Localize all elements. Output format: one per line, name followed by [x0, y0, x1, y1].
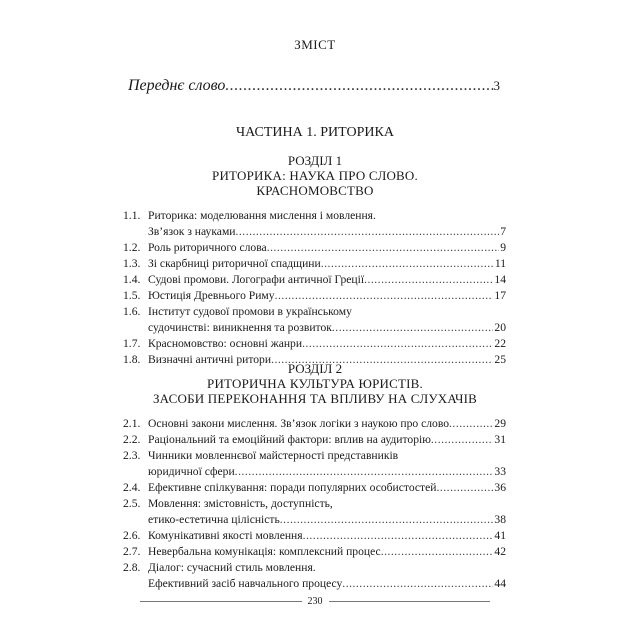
entry-title: Діалог: сучасний стиль мовлення. [148, 561, 316, 574]
entry-page: 25 [494, 353, 506, 366]
entry-title: Визначні античні ритори [148, 353, 272, 366]
entry-number: 1.1. [123, 209, 141, 222]
entry-page: 29 [494, 417, 506, 430]
entry-title: Зі скарбниці риторичної спадщини [148, 257, 321, 270]
leader-dots [332, 320, 494, 336]
entry-title: Мовлення: змістовність, доступність, [148, 497, 333, 510]
toc-entry-2-4 [123, 480, 506, 496]
leader-dots [431, 432, 494, 448]
entry-number: 1.7. [123, 337, 141, 350]
section-1-toc [123, 208, 506, 368]
leader-dots [236, 224, 500, 240]
section-2-heading [0, 361, 630, 406]
toc-entry-1-6-cont [123, 320, 506, 336]
foreword-label: Переднє слово [128, 77, 226, 94]
entry-page: 9 [500, 241, 506, 254]
leader-dots [342, 576, 493, 592]
entry-number: 2.8. [123, 561, 141, 574]
entry-title-cont: Ефективний засіб навчального процесу [148, 577, 343, 590]
entry-number: 2.3. [123, 449, 141, 462]
footer-rule-left [140, 601, 302, 602]
leader-dots [381, 544, 494, 560]
toc-entry-2-8-cont [123, 576, 506, 592]
toc-entry-2-7 [123, 544, 506, 560]
leader-dots [267, 240, 500, 256]
section-2-title-line-1: РИТОРИЧНА КУЛЬТУРА ЮРИСТІВ. [207, 376, 423, 391]
entry-title: Роль риторичного слова [148, 241, 267, 254]
section-1-heading [0, 153, 630, 198]
toc-entry-2-3 [123, 448, 506, 464]
section-2-toc [123, 416, 506, 592]
entry-number: 1.3. [123, 257, 141, 270]
entry-number: 2.2. [123, 433, 141, 446]
entry-number: 2.7. [123, 545, 141, 558]
toc-entry-2-8 [123, 560, 506, 576]
leader-dots [364, 272, 493, 288]
leader-dots [436, 480, 493, 496]
section-1-title-line-1: РИТОРИКА: НАУКА ПРО СЛОВО. [212, 168, 418, 183]
leader-dots [275, 288, 494, 304]
entry-page: 44 [494, 577, 506, 590]
entry-title: Риторика: моделювання мислення і мовлення. [148, 209, 376, 222]
section-2-title-line-2: ЗАСОБИ ПЕРЕКОНАННЯ ТА ВПЛИВУ НА СЛУХАЧІВ [152, 391, 478, 406]
entry-page: 11 [494, 257, 506, 270]
toc-entry-1-7 [123, 336, 506, 352]
toc-entry-1-1 [123, 208, 506, 224]
entry-page: 33 [494, 465, 506, 478]
entry-title: Судові промови. Логографи античної Греції [148, 273, 365, 286]
entry-number: 2.4. [123, 481, 141, 494]
leader-dots [280, 512, 494, 528]
entry-number: 1.6. [123, 305, 141, 318]
toc-entry-2-2 [123, 432, 506, 448]
section-1-title-line-2: КРАСНОМОВСТВО [256, 183, 374, 198]
entry-title: Ефективне спілкування: поради популярних особистостей [148, 481, 437, 494]
leader-dots [449, 416, 493, 432]
entry-page: 22 [494, 337, 506, 350]
entry-number: 2.6. [123, 529, 141, 542]
foreword-page: 3 [493, 78, 500, 93]
entry-page: 17 [494, 289, 506, 302]
section-1-label: РОЗДІЛ 1 [287, 153, 343, 168]
entry-page: 20 [494, 321, 506, 334]
entry-title: Комунікативні якості мовлення [148, 529, 303, 542]
toc-entry-2-1 [123, 416, 506, 432]
page-footer [140, 594, 490, 608]
footer-page-number: 230 [307, 595, 323, 607]
toc-entry-2-3-cont [123, 464, 506, 480]
part-title: ЧАСТИНА 1. РИТОРИКА [236, 125, 394, 140]
toc-entry-2-6 [123, 528, 506, 544]
leader-dots [302, 336, 493, 352]
entry-number: 2.1. [123, 417, 141, 430]
entry-page: 36 [494, 481, 506, 494]
entry-number: 2.5. [123, 497, 141, 510]
entry-page: 41 [494, 529, 506, 542]
entry-title: Чинники мовленнєвої майстерності представників [148, 449, 399, 462]
entry-number: 1.4. [123, 273, 141, 286]
leader-dots [235, 464, 494, 480]
toc-entry-1-1-cont [123, 224, 506, 240]
entry-number: 1.8. [123, 353, 141, 366]
toc-entry-2-5-cont [123, 512, 506, 528]
entry-page: 7 [500, 225, 506, 238]
entry-number: 1.5. [123, 289, 141, 302]
entry-page: 42 [494, 545, 506, 558]
entry-title: Раціональний та емоційний фактори: вплив на аудиторію [148, 433, 431, 446]
entry-title: Красномовство: основні жанри [148, 337, 303, 350]
section-2-label: РОЗДІЛ 2 [287, 361, 343, 376]
leader-dots [303, 528, 494, 544]
toc-entry-1-5 [123, 288, 506, 304]
leader-dots [225, 77, 493, 95]
page-title: ЗМІСТ [294, 37, 336, 52]
toc-entry-1-4 [123, 272, 506, 288]
leader-dots [321, 256, 494, 272]
toc-entry-1-6 [123, 304, 506, 320]
toc-entry-1-2 [123, 240, 506, 256]
entry-number: 1.2. [123, 241, 141, 254]
footer-rule-right [329, 601, 491, 602]
entry-title-cont: судочинстві: виникнення та розвиток [148, 321, 332, 334]
entry-title-cont: етико-естетична цілісність [148, 513, 280, 526]
entry-title: Невербальна комунікація: комплексний процес [148, 545, 381, 558]
entry-title: Основні закони мислення. Зв’язок логіки з наукою про слово [148, 417, 450, 430]
entry-page: 14 [494, 273, 506, 286]
entry-page: 31 [494, 433, 506, 446]
toc-entry-2-5 [123, 496, 506, 512]
entry-title-cont: Зв’язок з науками [148, 225, 236, 238]
entry-title-cont: юридичної сфери [148, 465, 235, 478]
foreword-entry [128, 77, 500, 95]
entry-title: Інститут судової промови в українському [148, 305, 352, 318]
toc-entry-1-3 [123, 256, 506, 272]
entry-title: Юстиція Древнього Риму [148, 289, 275, 302]
entry-page: 38 [494, 513, 506, 526]
